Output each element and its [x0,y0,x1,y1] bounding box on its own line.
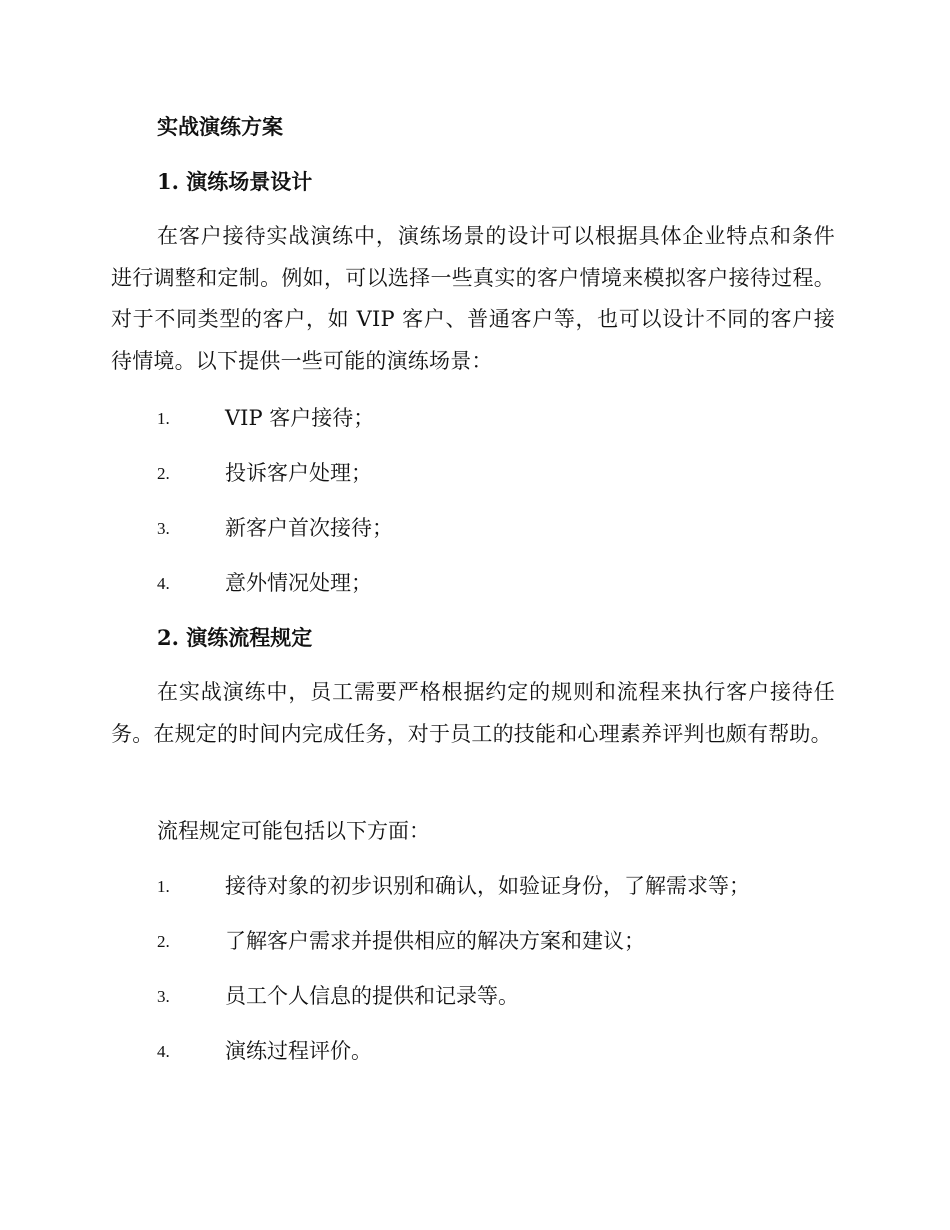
section-2-paragraph: 在实战演练中，员工需要严格根据约定的规则和流程来执行客户接待任务。在规定的时间内完成任务，对于员工的技能和心理素养评判也颇有帮助。 [111,680,835,746]
list-item-number: 2. [157,932,170,951]
list-item-text: VIP 客户接待； [225,406,375,430]
list-item-number: 1. [157,409,170,428]
section-1-heading: 1. 演练场景设计 [157,169,313,194]
list-item-text: 投诉客户处理； [225,461,372,485]
list-item-number: 4. [157,574,170,593]
section-2-heading: 2. 演练流程规定 [157,625,313,650]
list-item-text: 接待对象的初步识别和确认，如验证身份，了解需求等； [225,874,750,898]
list-item-number: 3. [157,519,170,538]
list-item-text: 员工个人信息的提供和记录等。 [225,984,519,1008]
document-title: 实战演练方案 [157,114,283,139]
list-item-text: 意外情况处理； [225,571,372,595]
list-item-text: 新客户首次接待； [225,516,393,540]
section-1-paragraph: 在客户接待实战演练中，演练场景的设计可以根据具体企业特点和条件进行调整和定制。例如，可以选择一些真实的客户情境来模拟客户接待过程。对于不同类型的客户，如 VIP 客户、普通客户等，也可以设计不同的客户接待情境。以下提供一些可能的演练场景： [111,224,835,373]
list-item-text: 演练过程评价。 [225,1039,372,1063]
list-item-number: 2. [157,464,170,483]
list-item-text: 了解客户需求并提供相应的解决方案和建议； [225,929,645,953]
list-item-number: 3. [157,987,170,1006]
list-item-number: 4. [157,1042,170,1061]
section-2-intro: 流程规定可能包括以下方面： [157,819,430,843]
list-item-number: 1. [157,877,170,896]
